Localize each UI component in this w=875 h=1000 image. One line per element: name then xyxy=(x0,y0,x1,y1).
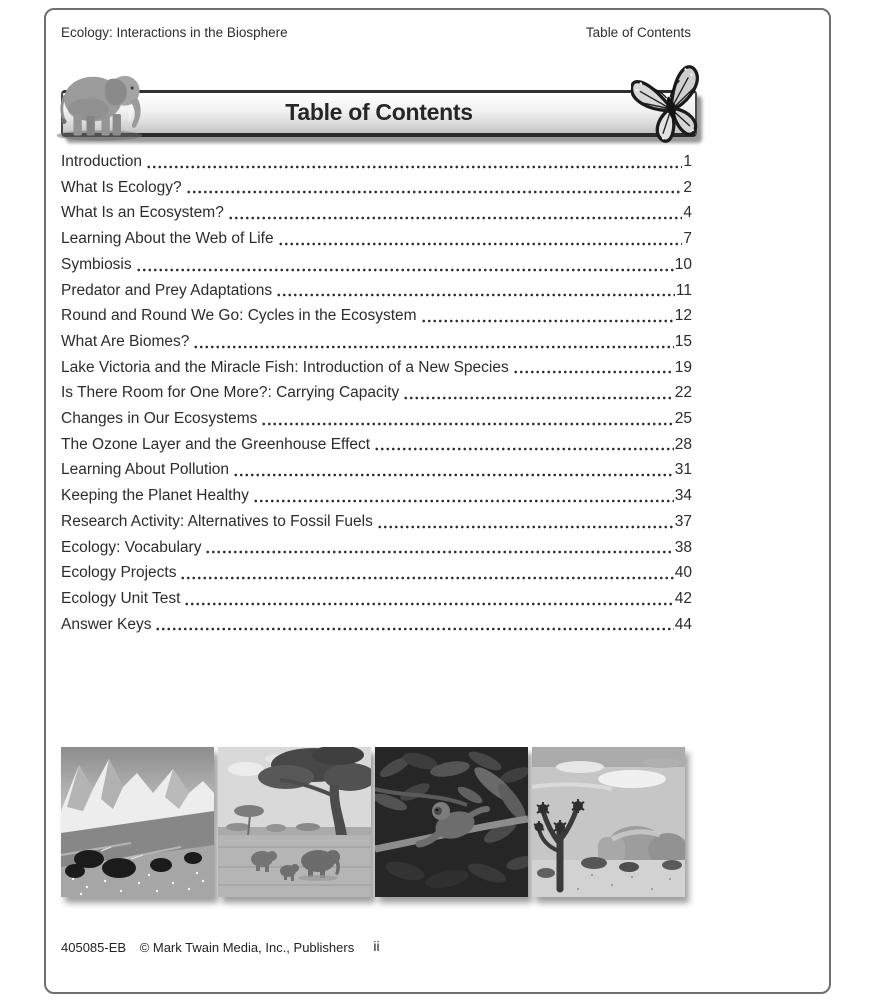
toc-entry-page-number: 28 xyxy=(674,435,692,453)
toc-entry-title: Is There Room for One More?: Carrying Capacity xyxy=(61,384,400,402)
running-header xyxy=(61,25,691,40)
toc-entry xyxy=(61,483,692,509)
dot-leader xyxy=(377,509,674,535)
toc-entry-title: Round and Round We Go: Cycles in the Ecosystem xyxy=(61,307,417,325)
toc-entry xyxy=(61,303,692,329)
toc-entry-title: Answer Keys xyxy=(61,615,152,633)
toc-entry-page-number: 15 xyxy=(674,332,692,350)
toc-entry-page-number: 11 xyxy=(675,281,692,299)
toc-entry-page-number: 44 xyxy=(674,615,692,633)
toc-entry xyxy=(61,509,692,535)
toc-entry xyxy=(61,457,692,483)
butterfly-image xyxy=(631,62,709,146)
dot-leader xyxy=(228,200,683,226)
toc-entry-title: Introduction xyxy=(61,153,142,170)
dot-leader xyxy=(136,252,674,278)
dot-leader xyxy=(374,432,674,458)
toc-entry xyxy=(61,329,692,355)
toc-entry-title: Learning About Pollution xyxy=(61,461,230,479)
dot-leader xyxy=(233,457,674,483)
toc-entry-title: Ecology Projects xyxy=(61,564,177,582)
toc-entry-title: Symbiosis xyxy=(61,255,132,273)
toc-entry xyxy=(61,380,692,406)
toc-entry xyxy=(61,149,692,175)
toc-entry-page-number: 19 xyxy=(674,358,692,376)
toc-entry-title: Predator and Prey Adaptations xyxy=(61,281,273,299)
toc-entry-title: The Ozone Layer and the Greenhouse Effect xyxy=(61,435,371,453)
footer-copyright: © Mark Twain Media, Inc., Publishers xyxy=(139,940,355,955)
toc-entry-title: Learning About the Web of Life xyxy=(61,230,274,248)
toc-entry-title: Ecology: Vocabulary xyxy=(61,538,202,556)
dot-leader xyxy=(146,149,682,175)
toc-entry xyxy=(61,226,692,252)
photo-strip xyxy=(61,747,692,897)
toc-entry-page-number: 37 xyxy=(674,512,692,530)
dot-leader xyxy=(186,175,683,201)
toc-entry-title: Lake Victoria and the Miracle Fish: Introduction of a New Species xyxy=(61,358,509,376)
page-footer xyxy=(61,940,692,955)
toc-entry-page-number: 10 xyxy=(674,255,692,273)
page-number: ii xyxy=(373,938,380,954)
toc-entry xyxy=(61,278,692,304)
table-of-contents-list xyxy=(61,149,692,637)
toc-entry-page-number: 12 xyxy=(674,307,692,325)
toc-entry-page-number: 22 xyxy=(674,384,692,402)
rainforest-sloth-photo xyxy=(375,747,528,897)
toc-entry-title: Research Activity: Alternatives to Fossil Fuels xyxy=(61,512,373,530)
toc-entry-title: Ecology Unit Test xyxy=(61,589,181,607)
toc-entry-page-number: 34 xyxy=(674,487,692,505)
dot-leader xyxy=(513,355,674,381)
mountain-yaks-photo xyxy=(61,747,214,897)
footer-product-code: 405085-EB xyxy=(61,940,127,955)
dot-leader xyxy=(276,278,675,304)
desert-joshua-tree-photo xyxy=(532,747,685,897)
header-section-title: Table of Contents xyxy=(585,25,691,40)
page-title: Table of Contents xyxy=(285,98,473,125)
header-book-title: Ecology: Interactions in the Biosphere xyxy=(61,25,288,40)
toc-entry xyxy=(61,175,692,201)
toc-entry-page-number: 42 xyxy=(674,589,692,607)
title-banner xyxy=(61,56,697,148)
toc-entry-title: What Is Ecology? xyxy=(61,178,182,196)
toc-entry xyxy=(61,252,692,278)
dot-leader xyxy=(180,560,673,586)
banner-bar xyxy=(61,90,697,137)
savanna-elephants-photo xyxy=(218,747,371,897)
dot-leader xyxy=(421,303,674,329)
dot-leader xyxy=(253,483,674,509)
toc-entry xyxy=(61,560,692,586)
toc-entry xyxy=(61,355,692,381)
toc-entry-page-number: 2 xyxy=(683,178,692,196)
dot-leader xyxy=(261,406,673,432)
toc-entry-page-number: 25 xyxy=(674,410,692,428)
elephant-image xyxy=(49,60,151,142)
toc-entry-page-number: 4 xyxy=(683,204,692,222)
dot-leader xyxy=(205,535,673,561)
toc-entry xyxy=(61,612,692,638)
toc-entry-page-number: 40 xyxy=(674,564,692,582)
toc-entry-title: Keeping the Planet Healthy xyxy=(61,487,249,505)
dot-leader xyxy=(403,380,673,406)
toc-entry-page-number: 38 xyxy=(674,538,692,556)
toc-entry xyxy=(61,586,692,612)
dot-leader xyxy=(193,329,673,355)
toc-entry xyxy=(61,406,692,432)
toc-entry-title: What Is an Ecosystem? xyxy=(61,204,224,222)
toc-entry xyxy=(61,535,692,561)
dot-leader xyxy=(278,226,683,252)
dot-leader xyxy=(155,612,673,638)
toc-entry-title: Changes in Our Ecosystems xyxy=(61,410,258,428)
toc-entry xyxy=(61,200,692,226)
dot-leader xyxy=(184,586,673,612)
toc-entry-title: What Are Biomes? xyxy=(61,332,190,350)
toc-entry-page-number: 1 xyxy=(683,153,692,170)
toc-entry xyxy=(61,432,692,458)
toc-entry-page-number: 31 xyxy=(674,461,692,479)
toc-entry-page-number: 7 xyxy=(683,230,692,248)
